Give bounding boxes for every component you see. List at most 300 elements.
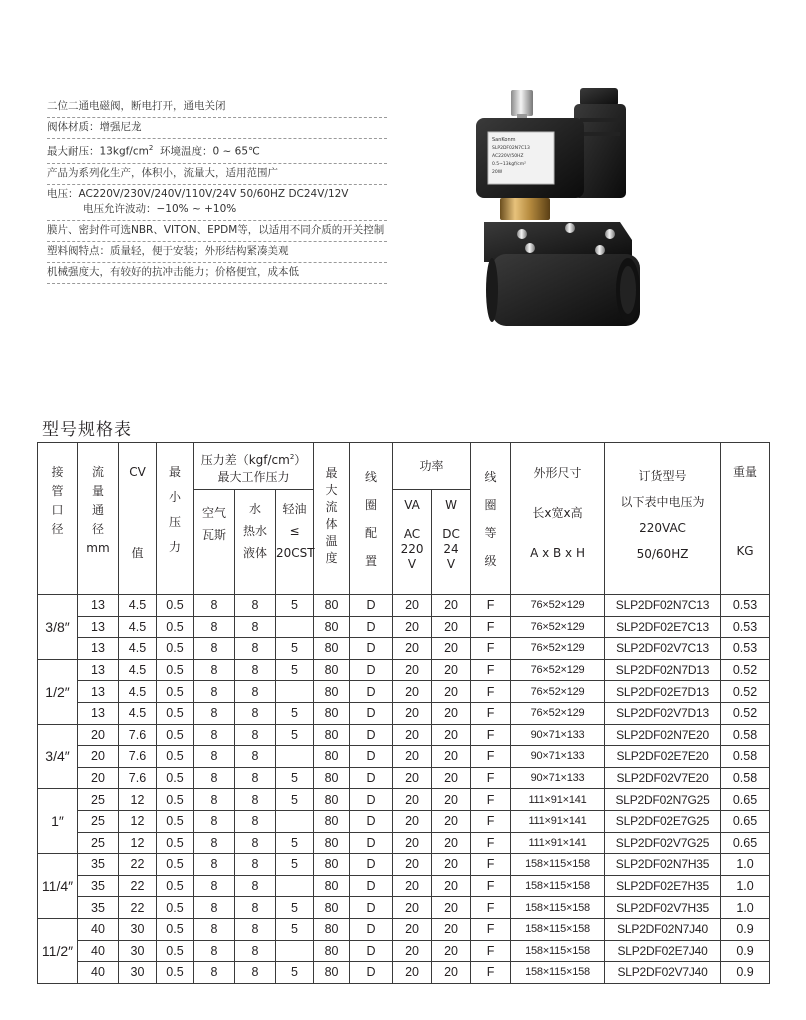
cv-cell: 4.5 bbox=[119, 659, 157, 681]
header-text: 配 bbox=[365, 526, 378, 540]
label-model: SLP2DF02N7C13 bbox=[492, 146, 530, 151]
dimensions-cell: 158×115×158 bbox=[511, 854, 605, 876]
min-pressure-cell: 0.5 bbox=[157, 940, 194, 962]
w-cell: 20 bbox=[432, 875, 471, 897]
cv-cell: 4.5 bbox=[119, 702, 157, 724]
flow-cell: 13 bbox=[78, 659, 119, 681]
water-cell: 8 bbox=[235, 767, 276, 789]
coil-grade-cell: F bbox=[471, 724, 511, 746]
cv-cell: 4.5 bbox=[119, 616, 157, 638]
feature-text: 环境温度：0 ~ 65℃ bbox=[153, 145, 260, 158]
coil-grade-cell: F bbox=[471, 767, 511, 789]
va-cell: 20 bbox=[393, 681, 432, 703]
flow-cell: 13 bbox=[78, 702, 119, 724]
feature-text: 电压：AC220V/230V/240V/110V/24V 50/60HZ DC24V/12V bbox=[47, 187, 349, 200]
water-cell: 8 bbox=[235, 616, 276, 638]
header-dimensions bbox=[511, 443, 605, 595]
weight-cell: 0.65 bbox=[721, 789, 770, 811]
air-cell: 8 bbox=[194, 875, 235, 897]
min-pressure-cell: 0.5 bbox=[157, 832, 194, 854]
oil-cell: 5 bbox=[276, 702, 314, 724]
table-row bbox=[38, 854, 770, 876]
order-model-cell: SLP2DF02E7E20 bbox=[605, 746, 721, 768]
table-row bbox=[38, 638, 770, 660]
w-cell: 20 bbox=[432, 746, 471, 768]
va-cell: 20 bbox=[393, 918, 432, 940]
order-model-cell: SLP2DF02V7C13 bbox=[605, 638, 721, 660]
water-cell: 8 bbox=[235, 854, 276, 876]
oil-cell bbox=[276, 875, 314, 897]
max-temp-cell: 80 bbox=[314, 789, 350, 811]
cv-cell: 4.5 bbox=[119, 681, 157, 703]
table-row bbox=[38, 810, 770, 832]
header-text: 接 bbox=[51, 465, 64, 479]
w-cell: 20 bbox=[432, 724, 471, 746]
pipe-size-cell: 11/4″ bbox=[38, 854, 78, 919]
dimensions-cell: 76×52×129 bbox=[511, 702, 605, 724]
header-text bbox=[157, 463, 193, 557]
header-text: 线 bbox=[484, 470, 497, 484]
water-cell: 8 bbox=[235, 897, 276, 919]
table-row bbox=[38, 767, 770, 789]
dimensions-cell: 76×52×129 bbox=[511, 595, 605, 617]
header-text: 度 bbox=[325, 551, 338, 565]
air-cell: 8 bbox=[194, 681, 235, 703]
dimensions-cell: 111×91×141 bbox=[511, 810, 605, 832]
weight-cell: 0.52 bbox=[721, 659, 770, 681]
min-pressure-cell: 0.5 bbox=[157, 638, 194, 660]
table-row bbox=[38, 832, 770, 854]
max-temp-cell: 80 bbox=[314, 897, 350, 919]
header-text: 以下表中电压为 bbox=[620, 495, 705, 509]
va-cell: 20 bbox=[393, 724, 432, 746]
header-row bbox=[38, 443, 770, 490]
coil-grade-cell: F bbox=[471, 616, 511, 638]
coil-grade-cell: F bbox=[471, 746, 511, 768]
va-cell: 20 bbox=[393, 767, 432, 789]
order-model-cell: SLP2DF02E7H35 bbox=[605, 875, 721, 897]
header-va bbox=[393, 490, 432, 595]
flow-cell: 40 bbox=[78, 918, 119, 940]
w-cell: 20 bbox=[432, 940, 471, 962]
min-pressure-cell: 0.5 bbox=[157, 702, 194, 724]
header-text: 体 bbox=[325, 517, 338, 531]
va-cell: 20 bbox=[393, 659, 432, 681]
coil-grade-cell: F bbox=[471, 918, 511, 940]
coil-cell: D bbox=[350, 746, 393, 768]
min-pressure-cell: 0.5 bbox=[157, 595, 194, 617]
coil-grade-cell: F bbox=[471, 854, 511, 876]
w-cell: 20 bbox=[432, 702, 471, 724]
coil-cell: D bbox=[350, 724, 393, 746]
weight-cell: 0.9 bbox=[721, 918, 770, 940]
solenoid-valve-illustration bbox=[470, 84, 648, 334]
coil-cell: D bbox=[350, 659, 393, 681]
header-text: 圈 bbox=[365, 498, 378, 512]
dimensions-cell: 76×52×129 bbox=[511, 638, 605, 660]
header-text bbox=[78, 463, 118, 558]
oil-cell bbox=[276, 746, 314, 768]
pipe-size-cell: 11/2″ bbox=[38, 918, 78, 983]
header-text: 最大工作压力 bbox=[217, 470, 290, 484]
feature-item: 机械强度大，有较好的抗冲击能力；价格便宜，成本低 bbox=[47, 263, 387, 284]
w-cell: 20 bbox=[432, 897, 471, 919]
max-temp-cell: 80 bbox=[314, 595, 350, 617]
header-text: 50/60HZ bbox=[636, 547, 689, 561]
cv-cell: 12 bbox=[119, 832, 157, 854]
table-row bbox=[38, 962, 770, 984]
cv-cell: 4.5 bbox=[119, 595, 157, 617]
oil-cell: 5 bbox=[276, 854, 314, 876]
flow-cell: 20 bbox=[78, 724, 119, 746]
min-pressure-cell: 0.5 bbox=[157, 789, 194, 811]
oil-cell: 5 bbox=[276, 724, 314, 746]
header-text: 20CST bbox=[276, 546, 315, 560]
table-row bbox=[38, 681, 770, 703]
max-temp-cell: 80 bbox=[314, 681, 350, 703]
coil-grade-cell: F bbox=[471, 595, 511, 617]
header-text: DC bbox=[442, 527, 460, 541]
header-text: ≤ bbox=[289, 524, 300, 538]
flow-cell: 35 bbox=[78, 897, 119, 919]
weight-cell: 0.58 bbox=[721, 724, 770, 746]
coil-cell: D bbox=[350, 767, 393, 789]
va-cell: 20 bbox=[393, 810, 432, 832]
weight-cell: 0.65 bbox=[721, 832, 770, 854]
oil-cell: 5 bbox=[276, 918, 314, 940]
water-cell: 8 bbox=[235, 724, 276, 746]
table-row bbox=[38, 702, 770, 724]
max-temp-cell: 80 bbox=[314, 659, 350, 681]
header-text: 220VAC bbox=[639, 521, 686, 535]
w-cell: 20 bbox=[432, 810, 471, 832]
flow-cell: 20 bbox=[78, 767, 119, 789]
water-cell: 8 bbox=[235, 659, 276, 681]
header-text: 管 bbox=[51, 484, 64, 498]
dimensions-cell: 111×91×141 bbox=[511, 789, 605, 811]
w-cell: 20 bbox=[432, 789, 471, 811]
header-text: 量 bbox=[91, 484, 104, 498]
cv-cell: 30 bbox=[119, 940, 157, 962]
flow-cell: 13 bbox=[78, 681, 119, 703]
dimensions-cell: 90×71×133 bbox=[511, 724, 605, 746]
order-model-cell: SLP2DF02N7D13 bbox=[605, 659, 721, 681]
coil-cell: D bbox=[350, 595, 393, 617]
header-text: 最 bbox=[168, 465, 181, 479]
order-model-cell: SLP2DF02E7D13 bbox=[605, 681, 721, 703]
order-model-cell: SLP2DF02N7C13 bbox=[605, 595, 721, 617]
air-cell: 8 bbox=[194, 702, 235, 724]
flow-cell: 25 bbox=[78, 789, 119, 811]
header-weight bbox=[721, 443, 770, 595]
header-text bbox=[194, 502, 234, 546]
dimensions-cell: 111×91×141 bbox=[511, 832, 605, 854]
header-power bbox=[393, 443, 471, 490]
header-superscript: 2 bbox=[289, 453, 295, 461]
pipe-size-cell: 3/8″ bbox=[38, 595, 78, 660]
weight-cell: 0.52 bbox=[721, 702, 770, 724]
header-text: 订货型号 bbox=[638, 469, 687, 483]
max-temp-cell: 80 bbox=[314, 810, 350, 832]
header-text bbox=[314, 465, 349, 567]
feature-item bbox=[47, 185, 387, 221]
max-temp-cell: 80 bbox=[314, 854, 350, 876]
coil-cell: D bbox=[350, 918, 393, 940]
va-cell: 20 bbox=[393, 832, 432, 854]
feature-text: 最大耐压：13kgf/cm bbox=[47, 145, 149, 158]
header-text: 小 bbox=[168, 490, 181, 504]
min-pressure-cell: 0.5 bbox=[157, 659, 194, 681]
water-cell: 8 bbox=[235, 918, 276, 940]
order-model-cell: SLP2DF02N7H35 bbox=[605, 854, 721, 876]
label-voltage: AC220V/50HZ bbox=[492, 154, 524, 159]
flow-cell: 20 bbox=[78, 746, 119, 768]
header-text bbox=[605, 463, 720, 567]
water-cell: 8 bbox=[235, 940, 276, 962]
water-cell: 8 bbox=[235, 832, 276, 854]
coil-cell: D bbox=[350, 854, 393, 876]
header-text: 流 bbox=[91, 465, 104, 479]
air-cell: 8 bbox=[194, 767, 235, 789]
coil-grade-cell: F bbox=[471, 659, 511, 681]
dimensions-cell: 90×71×133 bbox=[511, 767, 605, 789]
dimensions-cell: 76×52×129 bbox=[511, 659, 605, 681]
dimensions-cell: 76×52×129 bbox=[511, 616, 605, 638]
min-pressure-cell: 0.5 bbox=[157, 681, 194, 703]
coil-cell: D bbox=[350, 940, 393, 962]
min-pressure-cell: 0.5 bbox=[157, 962, 194, 984]
dimensions-cell: 158×115×158 bbox=[511, 962, 605, 984]
oil-cell: 5 bbox=[276, 832, 314, 854]
air-cell: 8 bbox=[194, 918, 235, 940]
va-cell: 20 bbox=[393, 875, 432, 897]
water-cell: 8 bbox=[235, 681, 276, 703]
pipe-size-cell: 3/4″ bbox=[38, 724, 78, 789]
oil-cell bbox=[276, 810, 314, 832]
min-pressure-cell: 0.5 bbox=[157, 854, 194, 876]
header-text: VA bbox=[404, 498, 420, 512]
flow-cell: 13 bbox=[78, 616, 119, 638]
header-text: 重量 bbox=[733, 465, 758, 479]
order-model-cell: SLP2DF02V7J40 bbox=[605, 962, 721, 984]
flow-cell: 40 bbox=[78, 940, 119, 962]
table-row bbox=[38, 918, 770, 940]
cv-cell: 12 bbox=[119, 810, 157, 832]
header-text: 功率 bbox=[419, 459, 444, 473]
oil-cell bbox=[276, 940, 314, 962]
table-row bbox=[38, 789, 770, 811]
coil-cell: D bbox=[350, 897, 393, 919]
weight-cell: 0.58 bbox=[721, 767, 770, 789]
header-min-pressure bbox=[157, 443, 194, 595]
coil-grade-cell: F bbox=[471, 638, 511, 660]
coil-cell: D bbox=[350, 962, 393, 984]
weight-cell: 0.65 bbox=[721, 810, 770, 832]
oil-cell: 5 bbox=[276, 897, 314, 919]
air-cell: 8 bbox=[194, 789, 235, 811]
coil-cell: D bbox=[350, 810, 393, 832]
coil-grade-cell: F bbox=[471, 897, 511, 919]
va-cell: 20 bbox=[393, 638, 432, 660]
dimensions-cell: 158×115×158 bbox=[511, 940, 605, 962]
dimensions-cell: 90×71×133 bbox=[511, 746, 605, 768]
weight-cell: 1.0 bbox=[721, 875, 770, 897]
air-cell: 8 bbox=[194, 854, 235, 876]
max-temp-cell: 80 bbox=[314, 724, 350, 746]
min-pressure-cell: 0.5 bbox=[157, 875, 194, 897]
max-temp-cell: 80 bbox=[314, 918, 350, 940]
w-cell: 20 bbox=[432, 681, 471, 703]
table-row bbox=[38, 616, 770, 638]
va-cell: 20 bbox=[393, 897, 432, 919]
cv-cell: 30 bbox=[119, 962, 157, 984]
weight-cell: 0.53 bbox=[721, 616, 770, 638]
coil-cell: D bbox=[350, 789, 393, 811]
coil-cell: D bbox=[350, 702, 393, 724]
dimensions-cell: 158×115×158 bbox=[511, 875, 605, 897]
w-cell: 20 bbox=[432, 616, 471, 638]
header-text: 力 bbox=[168, 540, 181, 554]
order-model-cell: SLP2DF02N7E20 bbox=[605, 724, 721, 746]
va-cell: 20 bbox=[393, 940, 432, 962]
header-text: 220 bbox=[400, 542, 424, 556]
header-text: 液体 bbox=[242, 546, 267, 560]
table-row bbox=[38, 724, 770, 746]
table-row bbox=[38, 897, 770, 919]
coil-grade-cell: F bbox=[471, 810, 511, 832]
order-model-cell: SLP2DF02E7C13 bbox=[605, 616, 721, 638]
header-text: 最 bbox=[325, 466, 338, 480]
cv-cell: 22 bbox=[119, 875, 157, 897]
coil-grade-cell: F bbox=[471, 681, 511, 703]
feature-item: 阀体材质：增强尼龙 bbox=[47, 118, 387, 139]
water-cell: 8 bbox=[235, 789, 276, 811]
weight-cell: 0.58 bbox=[721, 746, 770, 768]
coil-cell: D bbox=[350, 875, 393, 897]
feature-superscript: 2 bbox=[148, 144, 154, 152]
header-text: CV bbox=[129, 465, 146, 479]
header-text: V bbox=[407, 557, 417, 571]
header-cv bbox=[119, 443, 157, 595]
max-temp-cell: 80 bbox=[314, 832, 350, 854]
cv-cell: 7.6 bbox=[119, 724, 157, 746]
order-model-cell: SLP2DF02E7J40 bbox=[605, 940, 721, 962]
coil-cell: D bbox=[350, 832, 393, 854]
cv-cell: 22 bbox=[119, 897, 157, 919]
coil-cell: D bbox=[350, 616, 393, 638]
header-text: AC bbox=[403, 527, 421, 541]
feature-list bbox=[47, 97, 387, 284]
header-text: 值 bbox=[131, 546, 144, 560]
air-cell: 8 bbox=[194, 746, 235, 768]
header-text: 流 bbox=[325, 500, 338, 514]
header-max-temp bbox=[314, 443, 350, 595]
table-row bbox=[38, 595, 770, 617]
air-cell: 8 bbox=[194, 940, 235, 962]
cv-cell: 22 bbox=[119, 854, 157, 876]
feature-item: 塑料阀特点：质量轻，便于安装；外形结构紧凑美观 bbox=[47, 242, 387, 263]
cv-cell: 30 bbox=[119, 918, 157, 940]
oil-cell bbox=[276, 616, 314, 638]
product-image bbox=[470, 84, 648, 334]
table-title: 型号规格表 bbox=[42, 420, 132, 440]
dimensions-cell: 158×115×158 bbox=[511, 897, 605, 919]
max-temp-cell: 80 bbox=[314, 875, 350, 897]
air-cell: 8 bbox=[194, 659, 235, 681]
header-text bbox=[235, 498, 275, 564]
va-cell: 20 bbox=[393, 854, 432, 876]
air-cell: 8 bbox=[194, 962, 235, 984]
w-cell: 20 bbox=[432, 962, 471, 984]
oil-cell: 5 bbox=[276, 638, 314, 660]
weight-cell: 0.9 bbox=[721, 962, 770, 984]
header-pipe bbox=[38, 443, 78, 595]
feature-item: 二位二通电磁阀，断电打开，通电关闭 bbox=[47, 97, 387, 118]
header-text bbox=[38, 463, 77, 539]
air-cell: 8 bbox=[194, 595, 235, 617]
oil-cell: 5 bbox=[276, 767, 314, 789]
table-row bbox=[38, 940, 770, 962]
weight-cell: 0.53 bbox=[721, 638, 770, 660]
cv-cell: 7.6 bbox=[119, 767, 157, 789]
header-text: 径 bbox=[51, 522, 64, 536]
flow-cell: 13 bbox=[78, 638, 119, 660]
table-row bbox=[38, 875, 770, 897]
water-cell: 8 bbox=[235, 595, 276, 617]
air-cell: 8 bbox=[194, 832, 235, 854]
header-text: 大 bbox=[325, 483, 338, 497]
coil-grade-cell: F bbox=[471, 940, 511, 962]
min-pressure-cell: 0.5 bbox=[157, 767, 194, 789]
air-cell: 8 bbox=[194, 724, 235, 746]
flow-cell: 25 bbox=[78, 810, 119, 832]
order-model-cell: SLP2DF02N7J40 bbox=[605, 918, 721, 940]
pipe-size-cell: 1″ bbox=[38, 789, 78, 854]
header-coil bbox=[350, 443, 393, 595]
cv-cell: 4.5 bbox=[119, 638, 157, 660]
header-pressure-diff bbox=[194, 443, 314, 490]
coil-grade-cell: F bbox=[471, 962, 511, 984]
min-pressure-cell: 0.5 bbox=[157, 810, 194, 832]
flow-cell: 35 bbox=[78, 854, 119, 876]
dimensions-cell: 158×115×158 bbox=[511, 918, 605, 940]
max-temp-cell: 80 bbox=[314, 962, 350, 984]
va-cell: 20 bbox=[393, 616, 432, 638]
coil-grade-cell: F bbox=[471, 875, 511, 897]
header-w bbox=[432, 490, 471, 595]
coil-cell: D bbox=[350, 638, 393, 660]
header-text bbox=[471, 463, 510, 575]
header-oil bbox=[276, 490, 314, 595]
header-text: 置 bbox=[365, 554, 378, 568]
header-text: 24 bbox=[443, 542, 459, 556]
dimensions-cell: 76×52×129 bbox=[511, 681, 605, 703]
coil-grade-cell: F bbox=[471, 789, 511, 811]
air-cell: 8 bbox=[194, 897, 235, 919]
max-temp-cell: 80 bbox=[314, 702, 350, 724]
feature-item: 产品为系列化生产，体积小，流量大，适用范围广 bbox=[47, 164, 387, 185]
header-text: ） bbox=[294, 453, 307, 467]
order-model-cell: SLP2DF02V7E20 bbox=[605, 767, 721, 789]
coil-cell: D bbox=[350, 681, 393, 703]
header-text: 长x宽x高 bbox=[532, 506, 583, 520]
oil-cell: 5 bbox=[276, 595, 314, 617]
oil-cell bbox=[276, 681, 314, 703]
oil-cell: 5 bbox=[276, 659, 314, 681]
water-cell: 8 bbox=[235, 746, 276, 768]
header-text: 压力差（kgf/cm bbox=[200, 453, 290, 467]
air-cell: 8 bbox=[194, 810, 235, 832]
